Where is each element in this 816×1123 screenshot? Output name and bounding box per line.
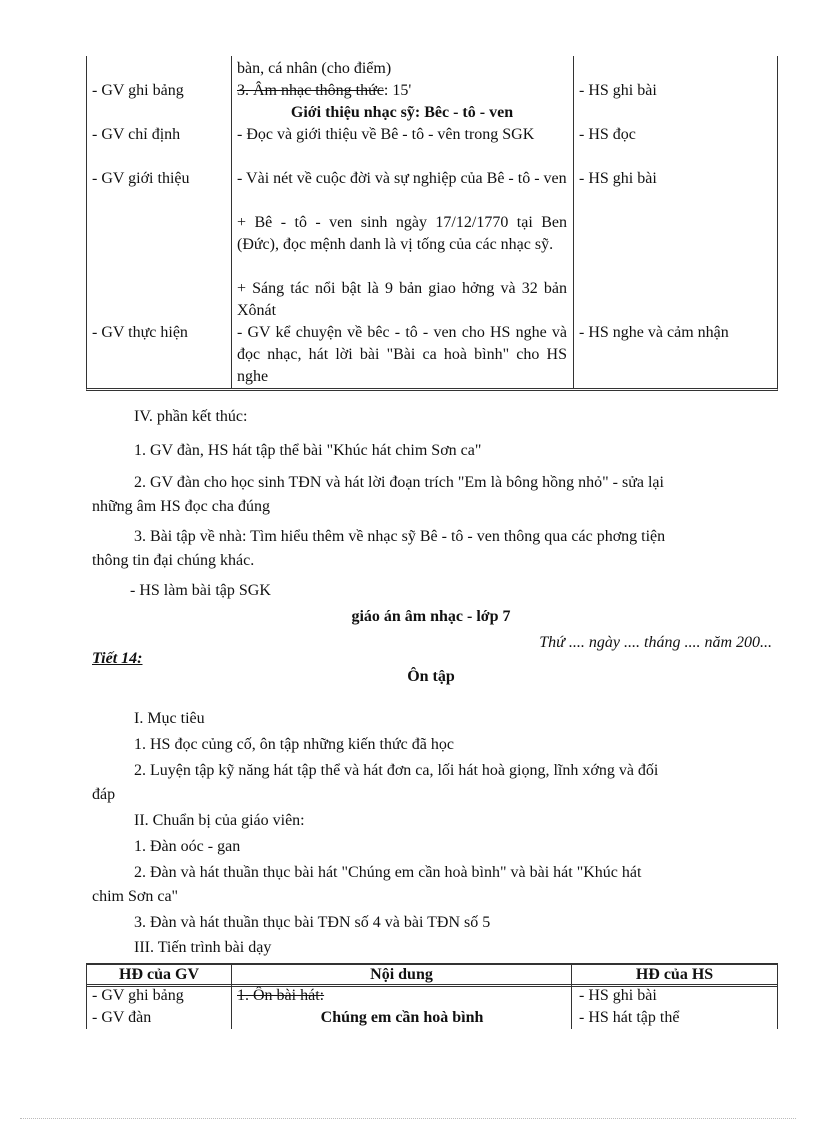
- content-cell: + Sáng tác nổi bật là 9 bản giao hởng và 32 bản Xônát: [237, 280, 567, 319]
- column-divider: [231, 56, 232, 388]
- struck-heading: 3. Âm nhạc thông thức: [237, 82, 384, 99]
- lesson-title: giáo án âm nhạc - lớp 7: [351, 608, 511, 625]
- teacher-cell: - GV đàn: [92, 1009, 152, 1026]
- student-cell: - HS ghi bài: [579, 987, 657, 1004]
- section-heading: I. Mục tiêu: [134, 710, 205, 727]
- composer-title: Giới thiệu nhạc sỹ: Bêc - tô - ven: [290, 104, 514, 121]
- paragraph: 1. Đàn oóc - gan: [134, 838, 241, 855]
- paragraph: 2. Luyện tập kỹ năng hát tập thể và hát đơn ca, lối hát hoà giọng, lĩnh xớng và đối: [134, 762, 659, 779]
- column-divider: [573, 56, 574, 388]
- paragraph: 3. Bài tập về nhà: Tìm hiểu thêm về nhạc sỹ Bê - tô - ven thông qua các phơng tiện: [134, 528, 666, 545]
- activity-table-top: [86, 56, 778, 391]
- date-line: Thứ .... ngày .... tháng .... năm 200...: [539, 634, 772, 651]
- content-cell: bàn, cá nhân (cho điểm): [237, 60, 392, 77]
- paragraph: những âm HS đọc cha đúng: [92, 498, 270, 515]
- content-cell: + Bê - tô - ven sinh ngày 17/12/1770 tại Ben (Đức), đọc mệnh danh là vị tống của các nhạc sỹ.: [237, 214, 567, 253]
- teacher-cell: - GV giới thiệu: [92, 170, 190, 187]
- header-student: HĐ của HS: [635, 966, 714, 983]
- page-bottom-edge: [20, 1118, 796, 1119]
- paragraph: - HS làm bài tập SGK: [130, 582, 271, 599]
- content-cell: - Vài nét về cuộc đời và sự nghiệp của Bê - tô - ven: [237, 170, 567, 187]
- paragraph: chim Sơn ca": [92, 888, 179, 905]
- student-cell: - HS ghi bài: [579, 82, 657, 99]
- paragraph: thông tin đại chúng khác.: [92, 552, 255, 569]
- lesson-subtitle: Ôn tập: [407, 668, 455, 685]
- student-cell: - HS hát tập thể: [579, 1009, 680, 1026]
- paragraph: 1. HS đọc củng cố, ôn tập những kiến thức đã học: [134, 736, 454, 753]
- section-heading: II. Chuẩn bị của giáo viên:: [134, 812, 305, 829]
- content-cell: [237, 80, 567, 102]
- content-cell: [237, 985, 567, 1007]
- lesson-number: Tiết 14:: [92, 650, 143, 667]
- content-cell: - Đọc và giới thiệu về Bê - tô - vên trong SGK: [237, 126, 535, 143]
- section-heading: III. Tiến trình bài dạy: [134, 939, 272, 956]
- paragraph: đáp: [92, 786, 116, 803]
- paragraph: 1. GV đàn, HS hát tập thể bài "Khúc hát chim Sơn ca": [134, 442, 482, 459]
- student-cell: - HS ghi bài: [579, 170, 657, 187]
- content-cell: - GV kể chuyện về bêc - tô - ven cho HS nghe và đọc nhạc, hát lời bài "Bài ca hoà bình" cho HS nghe: [237, 324, 567, 385]
- struck-heading: 1. Ôn bài hát:: [237, 987, 325, 1004]
- student-cell: - HS nghe và cảm nhận: [579, 324, 729, 341]
- teacher-cell: - GV ghi bảng: [92, 82, 184, 99]
- teacher-cell: - GV ghi bảng: [92, 987, 184, 1004]
- paragraph: 2. GV đàn cho học sinh TĐN và hát lời đoạn trích "Em là bông hồng nhỏ" - sửa lại: [134, 474, 664, 491]
- activity-table-bottom: [86, 963, 778, 1029]
- teacher-cell: - GV thực hiện: [92, 324, 188, 341]
- song-title: Chúng em cần hoà bình: [320, 1009, 484, 1026]
- section-heading: IV. phần kết thúc:: [134, 408, 248, 425]
- paragraph: 2. Đàn và hát thuần thục bài hát "Chúng em cần hoà bình" và bài hát "Khúc hát: [134, 864, 642, 881]
- paragraph: 3. Đàn và hát thuần thục bài TĐN số 4 và bài TĐN số 5: [134, 914, 491, 931]
- duration: : 15': [383, 82, 412, 99]
- header-teacher: HĐ của GV: [119, 966, 199, 983]
- teacher-cell: - GV chỉ định: [92, 126, 181, 143]
- student-cell: - HS đọc: [579, 126, 636, 143]
- header-content: Nội dung: [370, 966, 433, 983]
